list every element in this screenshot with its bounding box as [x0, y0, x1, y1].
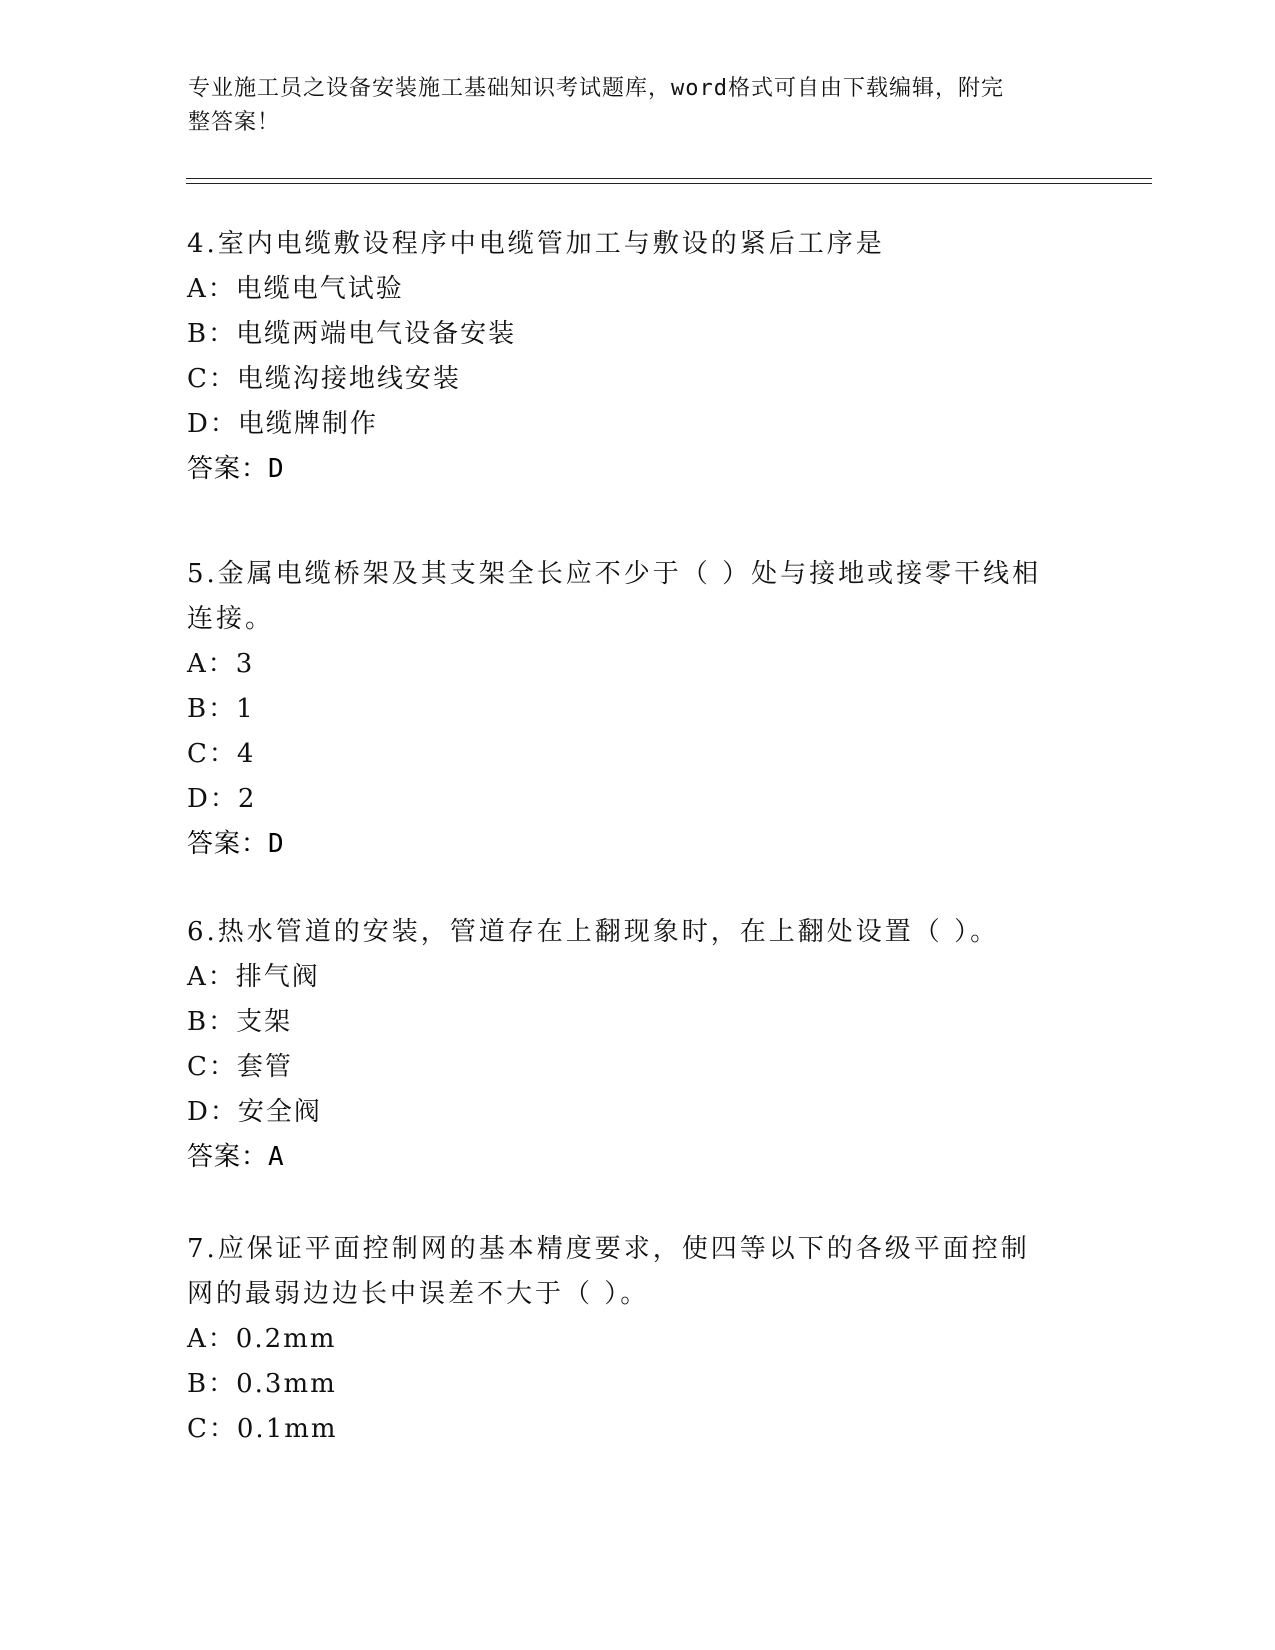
option-c: C：0.1mm: [187, 1414, 338, 1444]
answer: 答案：A: [187, 1142, 285, 1172]
option-c: C：4: [187, 739, 256, 769]
question-5: [187, 552, 1067, 867]
option-b: B：支架: [187, 1007, 293, 1037]
option-a: A：0.2mm: [187, 1324, 337, 1354]
header-line-1: 专业施工员之设备安装施工基础知识考试题库，word格式可自由下载编辑，附完: [188, 76, 1004, 101]
option-c: C：套管: [187, 1052, 293, 1082]
option-c: C：电缆沟接地线安装: [187, 364, 461, 394]
question-stem: 6.热水管道的安装，管道存在上翻现象时，在上翻处设置（ ）。: [187, 917, 1000, 947]
question-4: [187, 222, 1087, 492]
question-6: [187, 910, 1087, 1180]
option-b: B：电缆两端电气设备安装: [187, 319, 517, 349]
option-b: B：1: [187, 694, 255, 724]
answer: 答案：D: [187, 454, 285, 484]
option-d: D：2: [187, 784, 257, 814]
option-a: A：电缆电气试验: [187, 274, 404, 304]
question-7: [187, 1227, 1057, 1452]
option-a: A：排气阀: [187, 962, 320, 992]
header-divider-top: [186, 178, 1152, 179]
question-stem: 5.金属电缆桥架及其支架全长应不少于（ ）处与接地或接零干线相连接。: [187, 559, 1042, 634]
question-stem: 4.室内电缆敷设程序中电缆管加工与敷设的紧后工序是: [187, 229, 885, 259]
option-d: D：安全阀: [187, 1097, 322, 1127]
option-d: D：电缆牌制作: [187, 409, 378, 439]
option-b: B：0.3mm: [187, 1369, 337, 1399]
question-stem: 7.应保证平面控制网的基本精度要求，使四等以下的各级平面控制网的最弱边边长中误差不大于（ ）。: [187, 1234, 1030, 1309]
document-header: [188, 72, 1068, 140]
option-a: A：3: [187, 649, 255, 679]
header-divider-bottom: [186, 183, 1152, 184]
header-line-2: 整答案！: [188, 110, 281, 135]
answer: 答案：D: [187, 829, 285, 859]
